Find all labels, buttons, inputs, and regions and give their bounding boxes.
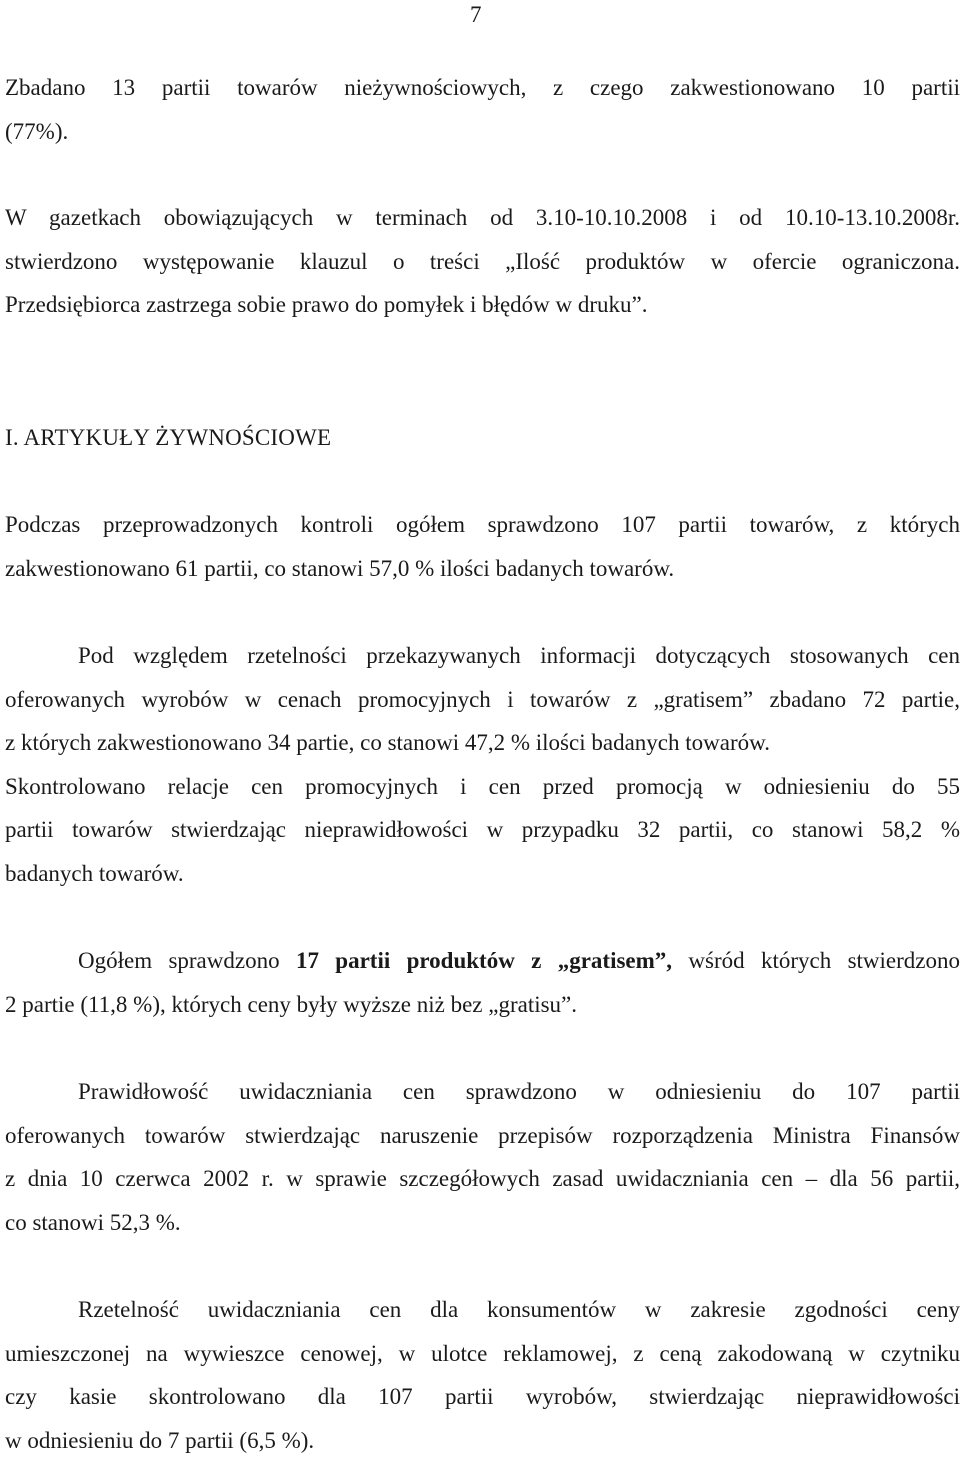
text-line: badanych towarów. <box>5 852 960 896</box>
text-line: oferowanych wyrobów w cenach promocyjnych i towarów z „gratisem” zbadano 72 partie, <box>5 678 960 722</box>
text-line: zakwestionowano 61 partii, co stanowi 57,0 % ilości badanych towarów. <box>5 547 960 591</box>
section-heading-text: I. ARTYKUŁY ŻYWNOŚCIOWE <box>5 416 960 460</box>
text-line: z których zakwestionowano 34 partie, co stanowi 47,2 % ilości badanych towarów. <box>5 721 960 765</box>
text-line: Rzetelność uwidaczniania cen dla konsumentów w zakresie zgodności ceny <box>5 1288 960 1332</box>
text-run: wśród których stwierdzono <box>672 948 960 973</box>
text-line: umieszczonej na wywieszce cenowej, w ulotce reklamowej, z ceną zakodowaną w czytniku <box>5 1332 960 1376</box>
bold-text-run: 17 partii produktów z „gratisem”, <box>296 948 672 973</box>
text-line: Skontrolowano relacje cen promocyjnych i cen przed promocją w odniesieniu do 55 <box>5 765 960 809</box>
paragraph-gratis <box>5 939 960 1026</box>
text-line: Prawidłowość uwidaczniania cen sprawdzono w odniesieniu do 107 partii <box>5 1070 960 1114</box>
text-line: (77%). <box>5 110 960 154</box>
text-line: z dnia 10 czerwca 2002 r. w sprawie szczegółowych zasad uwidaczniania cen – dla 56 partii, <box>5 1157 960 1201</box>
paragraph-pricing <box>5 1070 960 1244</box>
text-line: stwierdzono występowanie klauzul o treści „Ilość produktów w ofercie ograniczona. <box>5 240 960 284</box>
text-line: w odniesieniu do 7 partii (6,5 %). <box>5 1419 960 1462</box>
text-line: czy kasie skontrolowano dla 107 partii wyrobów, stwierdzając nieprawidłowości <box>5 1375 960 1419</box>
text-line: W gazetkach obowiązujących w terminach od 3.10-10.10.2008 i od 10.10-13.10.2008r. <box>5 196 960 240</box>
paragraph-promo <box>5 634 960 895</box>
paragraph-nonfood <box>5 66 960 153</box>
page-number: 7 <box>470 0 482 30</box>
text-line: Pod względem rzetelności przekazywanych informacji dotyczących stosowanych cen <box>5 634 960 678</box>
text-line: Przedsiębiorca zastrzega sobie prawo do pomyłek i błędów w druku”. <box>5 283 960 327</box>
text-line: partii towarów stwierdzając nieprawidłowości w przypadku 32 partii, co stanowi 58,2 % <box>5 808 960 852</box>
section-heading <box>5 416 960 460</box>
text-line: 2 partie (11,8 %), których ceny były wyższe niż bez „gratisu”. <box>5 983 960 1027</box>
text-line: oferowanych towarów stwierdzając naruszenie przepisów rozporządzenia Ministra Finansów <box>5 1114 960 1158</box>
text-line: Podczas przeprowadzonych kontroli ogółem sprawdzono 107 partii towarów, z których <box>5 503 960 547</box>
text-line <box>5 939 960 983</box>
text-line: co stanowi 52,3 %. <box>5 1201 960 1245</box>
text-line: Zbadano 13 partii towarów nieżywnościowych, z czego zakwestionowano 10 partii <box>5 66 960 110</box>
paragraph-reliability <box>5 1288 960 1462</box>
paragraph-gazetki <box>5 196 960 327</box>
paragraph-controls <box>5 503 960 590</box>
text-run: Ogółem sprawdzono <box>78 948 296 973</box>
